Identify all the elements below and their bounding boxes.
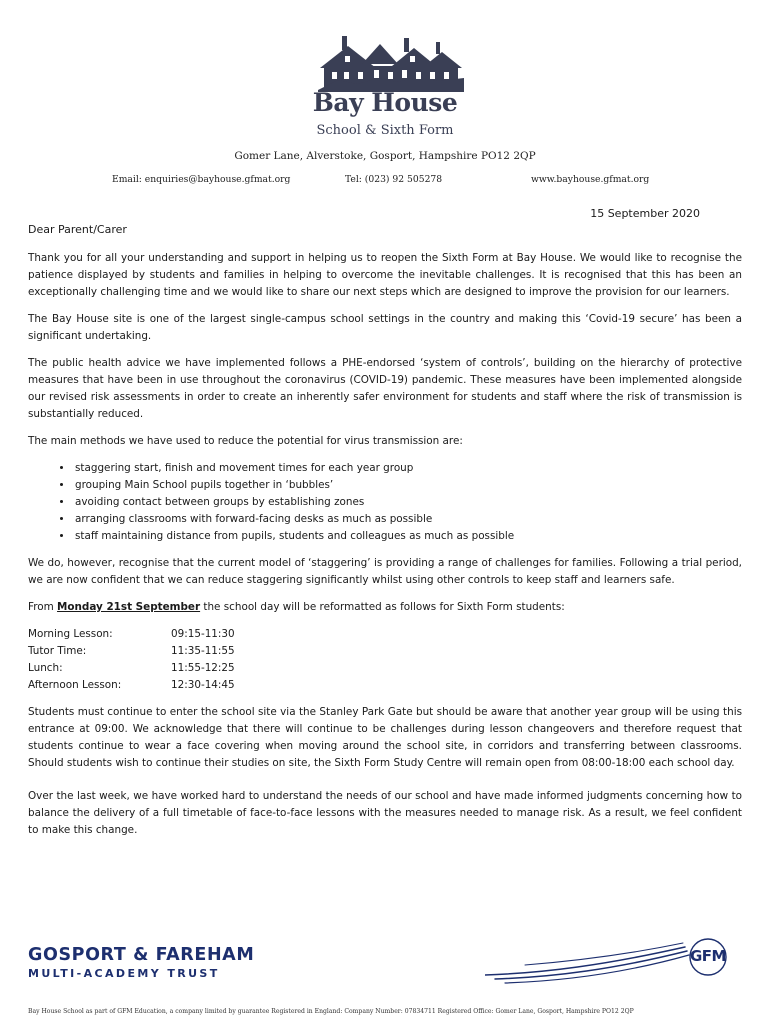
schedule-time: 11:35-11:55 [171,645,235,657]
paragraph-methods-intro: The main methods we have used to reduce the potential for virus transmission are: [28,435,463,447]
paragraph-entrance: Students must continue to enter the school site via the Stanley Park Gate but should be aware that another year group will be using this entrance at 09:00. We acknowledge that there will continue to be challenges during lesson changeovers and therefore request that students continue to wear a face covering when moving around the school site, in corridors and transferring between classrooms. Should students wish to continue their studies on site, the Sixth Form Study Centre will remain open from 08:00-18:00 each school day. [28,706,742,769]
paragraph-closing: Over the last week, we have worked hard to understand the needs of our school and have made informed judgments concerning how to balance the delivery of a full timetable of face-to-face lessons with the measures needed to manage risk. As a result, we feel confident to make this change. [28,790,742,836]
schedule-row [28,660,742,677]
contact-website[interactable]: www.bayhouse.gfmat.org [531,174,650,185]
schedule-row [28,626,742,643]
schedule-label: Lunch: [28,662,63,674]
schedule-time: 12:30-14:45 [171,679,235,691]
schedule-label: Afternoon Lesson: [28,679,122,691]
paragraph-site: The Bay House site is one of the largest single-campus school settings in the country and making this ‘Covid-19 secure’ has been a significant undertaking. [28,313,742,342]
letter-greeting: Dear Parent/Carer [28,223,127,236]
list-item: • staggering start, finish and movement times for each year group [73,460,742,477]
schedule-row [28,643,742,660]
paragraph-public-health: The public health advice we have implemented follows a PHE-endorsed ‘system of controls’, building on the hierarchy of protective measures that have been in use throughout the coronavirus (COVID-19) pandemic. These measures have been implemented alongside our revised risk assessments in order to create an inherently safer environment for students and staff where the risk of transmission is substantially reduced. [28,357,742,420]
trust-subtitle: MULTI-ACADEMY TRUST [28,967,220,980]
list-item: • staff maintaining distance from pupils, students and colleagues as much as possible [73,528,742,545]
list-item: • grouping Main School pupils together in ‘bubbles’ [73,477,742,494]
letter-date: 15 September 2020 [590,207,700,220]
paragraph-thanks: Thank you for all your understanding and support in helping us to reopen the Sixth Form at Bay House. We would like to recognise the patience displayed by students and families in helping to overcome the inevitable challenges. It is recognised that this has been an exceptionally challenging time and we would like to share our next steps which are designed to improve the provision for our learners. [28,252,742,298]
paragraph-schedule-intro [28,599,742,616]
trust-name: GOSPORT & FAREHAM [28,945,255,965]
paragraph-staggering: We do, however, recognise that the current model of ‘staggering’ is providing a range of challenges for families. Following a trial period, we are now confident that we can reduce staggering significantly whilst using other controls to keep staff and learners safe. [28,557,742,586]
from-text: From [28,601,58,613]
letter-body [28,250,742,849]
contact-email[interactable]: Email: enquiries@bayhouse.gfmat.org [112,174,291,185]
list-item: • arranging classrooms with forward-facing desks as much as possible [73,511,742,528]
day-schedule [28,626,742,694]
legal-notice: Bay House School as part of GFM Education, a company limited by guarantee Registered in England: Company Number: 07834711 Registered Office: Gomer Lane, Gosport, Hampshire PO12 2QP [28,1008,634,1015]
schedule-row [28,677,742,694]
schedule-label: Tutor Time: [28,645,87,657]
schedule-label: Morning Lesson: [28,628,113,640]
gfm-mark: GFM [690,947,726,965]
start-date: Monday 21st September [57,601,201,613]
schedule-time: 09:15-11:30 [171,628,235,640]
school-address: Gomer Lane, Alverstoke, Gosport, Hampshire PO12 2QP [234,150,536,162]
schedule-intro-rest: the school day will be reformatted as follows for Sixth Form students: [200,601,565,613]
school-subtitle: School & Sixth Form [316,123,454,138]
list-item: • avoiding contact between groups by establishing zones [73,494,742,511]
contact-telephone: Tel: (023) 92 505278 [345,174,443,185]
school-building-logo [318,28,464,92]
school-name: Bay House [312,88,458,117]
methods-list [28,460,742,545]
schedule-time: 11:55-12:25 [171,662,235,674]
